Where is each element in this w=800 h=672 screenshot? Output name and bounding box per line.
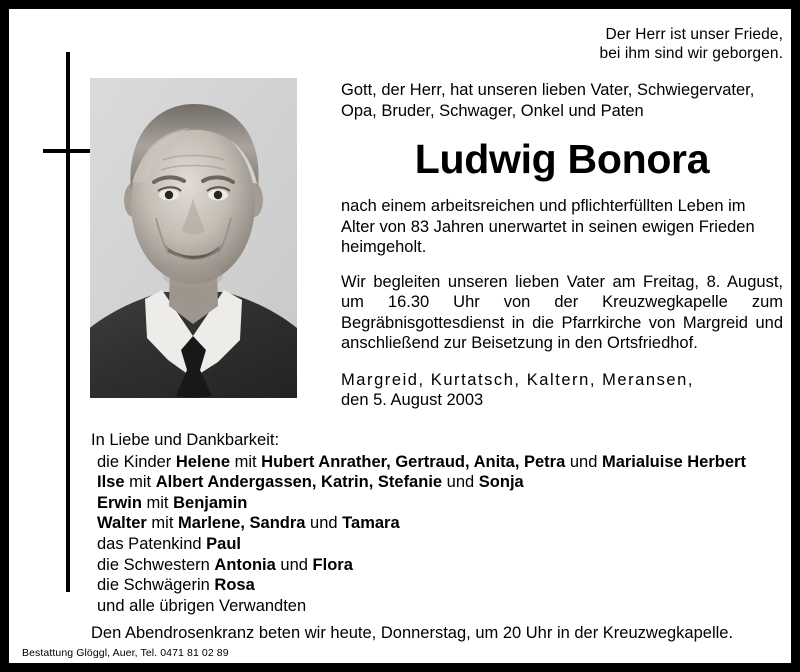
deceased-name: Ludwig Bonora bbox=[414, 136, 710, 182]
place-and-date bbox=[341, 370, 783, 411]
family-member-name: Erwin bbox=[97, 493, 142, 512]
family-relation-text: die Schwägerin bbox=[97, 576, 215, 595]
funeral-home-credit: Bestattung Glöggl, Auer, Tel. 0471 81 02 89 bbox=[22, 647, 229, 659]
family-entry bbox=[91, 513, 751, 534]
family-member-name: Benjamin bbox=[173, 493, 248, 512]
family-relation-text: die Kinder bbox=[97, 452, 176, 471]
family-member-name: Marlene, Sandra bbox=[178, 514, 306, 533]
family-entry bbox=[91, 534, 751, 555]
family-block bbox=[91, 430, 751, 616]
family-member-name: Antonia bbox=[214, 555, 276, 574]
cross-horizontal-bar bbox=[43, 149, 93, 153]
family-relation-text: mit bbox=[124, 473, 156, 492]
family-relation-text: und alle übrigen Verwandten bbox=[97, 596, 307, 615]
christian-cross-icon bbox=[43, 52, 97, 592]
main-text-column bbox=[341, 25, 783, 411]
family-member-name: Ilse bbox=[97, 473, 125, 492]
family-relation-text: die Schwestern bbox=[97, 555, 215, 574]
family-member-name: Sonja bbox=[478, 473, 524, 492]
family-member-name: Tamara bbox=[342, 514, 400, 533]
family-heading: In Liebe und Dankbarkeit: bbox=[91, 431, 280, 449]
place-list: Margreid, Kurtatsch, Kaltern, Meransen, bbox=[341, 370, 694, 389]
family-relation-text: und bbox=[442, 473, 479, 492]
family-member-name: Flora bbox=[312, 555, 353, 574]
family-entry bbox=[91, 472, 751, 493]
portrait-photo bbox=[90, 78, 297, 398]
family-entry bbox=[91, 575, 751, 596]
family-relation-text: und bbox=[565, 452, 602, 471]
family-member-name: Walter bbox=[97, 514, 147, 533]
family-entry bbox=[91, 596, 751, 617]
family-entry bbox=[91, 555, 751, 576]
life-summary-paragraph: nach einem arbeitsreichen und pflichterfüllten Leben im Alter von 83 Jahren unerwartet in seinen ewigen Frieden heimgeholt. bbox=[341, 197, 755, 256]
family-member-name: Rosa bbox=[214, 576, 255, 595]
family-entry-list bbox=[91, 452, 751, 617]
family-relation-text: und bbox=[275, 555, 313, 574]
family-member-name: Marialuise Herbert bbox=[601, 452, 746, 471]
family-member-name: Albert Andergassen, Katrin, Stefanie bbox=[155, 473, 443, 492]
family-member-name: Hubert Anrather, Gertraud, Anita, Petra bbox=[261, 452, 566, 471]
family-entry bbox=[91, 493, 751, 514]
family-relation-text: und bbox=[305, 514, 343, 533]
notice-content-area bbox=[9, 9, 791, 663]
family-entry bbox=[91, 452, 751, 473]
notice-date: den 5. August 2003 bbox=[341, 391, 484, 409]
funeral-details-paragraph: Wir begleiten unseren lieben Vater am Freitag, 8. August, um 16.30 Uhr von der Kreuzwegkapelle zum Begräbnisgottesdienst in die Pfarrkirche von Margreid und anschließend zur Beisetzung in den Ortsfriedhof. bbox=[341, 272, 783, 352]
verse-line-2: bei ihm sind wir geborgen. bbox=[599, 45, 783, 62]
portrait-photo-image bbox=[90, 78, 297, 398]
family-relation-text: mit bbox=[141, 493, 174, 512]
family-relation-text: das Patenkind bbox=[97, 534, 207, 553]
cross-vertical-bar bbox=[66, 52, 70, 592]
intro-text: Gott, der Herr, hat unseren lieben Vater, Schwiegervater, Opa, Bruder, Schwager, Onkel und Paten bbox=[341, 81, 755, 120]
family-member-name: Helene bbox=[175, 452, 230, 471]
verse-line-1: Der Herr ist unser Friede, bbox=[605, 26, 783, 43]
family-relation-text: mit bbox=[230, 452, 262, 471]
rosary-announcement: Den Abendrosenkranz beten wir heute, Donnerstag, um 20 Uhr in der Kreuzwegkapelle. bbox=[91, 624, 734, 642]
opening-verse bbox=[341, 25, 783, 63]
family-relation-text: mit bbox=[146, 514, 178, 533]
family-member-name: Paul bbox=[206, 534, 242, 553]
